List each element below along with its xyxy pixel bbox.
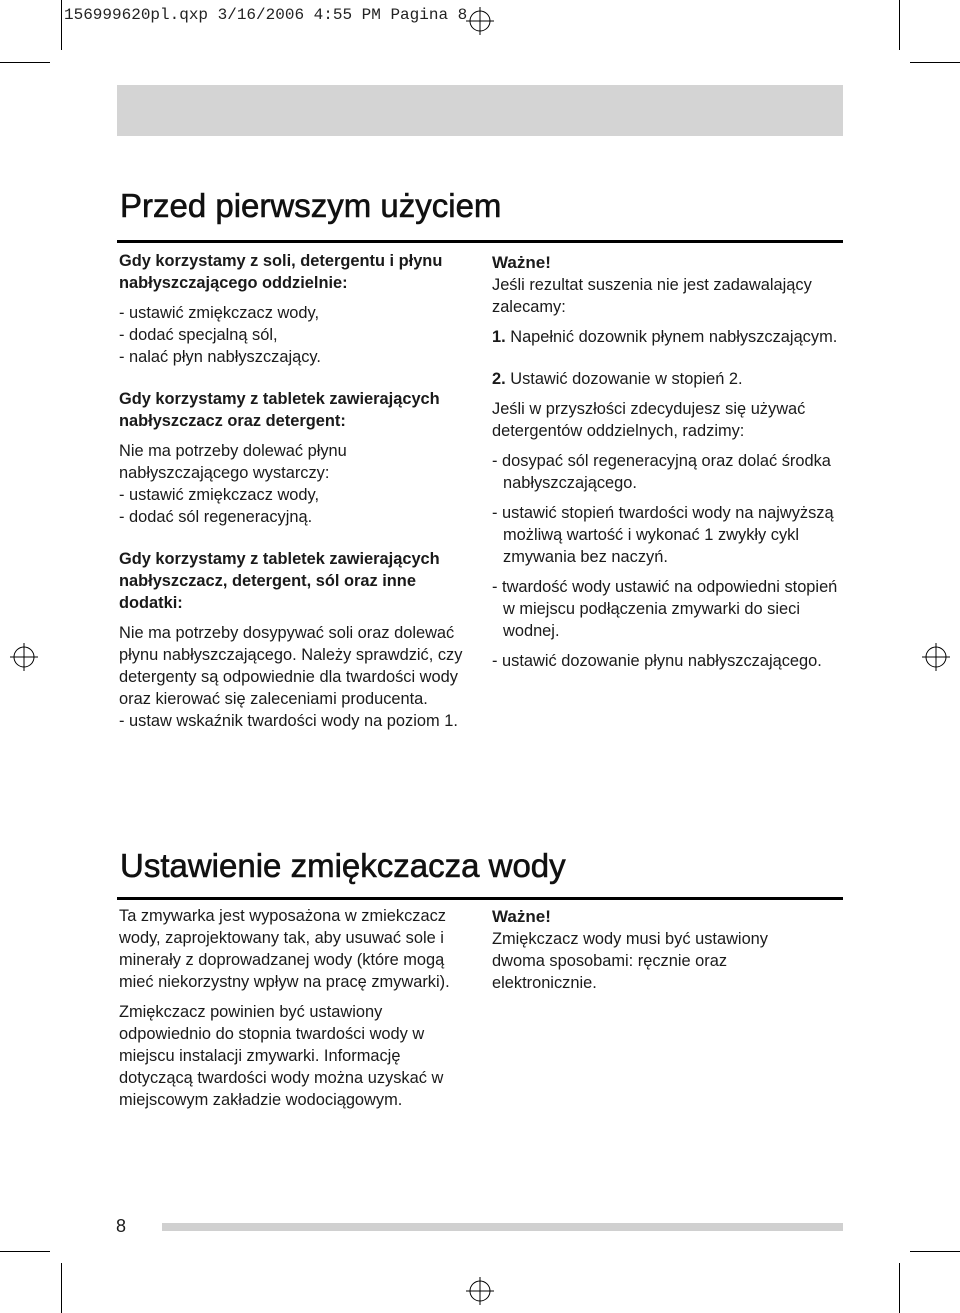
list-item: - dodać sól regeneracyjną. <box>119 508 313 526</box>
footer-band <box>162 1223 843 1231</box>
crop-mark <box>899 1263 900 1313</box>
crop-mark <box>61 1263 62 1313</box>
block-heading: Gdy korzystamy z soli, detergentu i płynu nabłyszczającego oddzielnie: <box>119 252 443 292</box>
important-heading: Ważne! <box>492 253 551 272</box>
numbered-step <box>492 326 842 348</box>
paragraph: Nie ma potrzeby dosypywać soli oraz dolewać płynu nabłyszczającego. Należy sprawdzić, czy detergenty są odpowiednie dla twardości wody oraz kierować się zaleceniami producenta. <box>119 624 463 708</box>
header-band <box>117 85 843 136</box>
block-heading: Gdy korzystamy z tabletek zawierających nabłyszczacz, detergent, sól oraz inne dodatki: <box>119 550 440 612</box>
registration-mark-icon <box>10 643 38 671</box>
crop-mark <box>899 0 900 50</box>
page-number: 8 <box>116 1216 127 1236</box>
registration-mark-icon <box>466 1277 494 1305</box>
right-column <box>492 906 812 994</box>
paragraph: Zmiękczacz powinien być ustawiony odpowiednio do stopnia twardości wody w miejscu instalacji zmywarki. Informację dotyczącą twardości wody można uzyskać w miejscowym zakładzie wodociągowym. <box>119 1003 444 1109</box>
left-column <box>119 905 469 1111</box>
section-divider <box>117 240 843 243</box>
step-text: Ustawić dozowanie w stopień 2. <box>510 370 743 388</box>
step-number: 1. <box>492 328 506 346</box>
crop-mark <box>910 1251 960 1252</box>
list-item: - ustawić zmiękczacz wody, <box>119 304 320 322</box>
section-divider <box>117 897 843 900</box>
paragraph: Jeśli w przyszłości zdecydujesz się używać detergentów oddzielnych, radzimy: <box>492 400 806 440</box>
list-item: - ustaw wskaźnik twardości wody na poziom 1. <box>119 712 458 730</box>
paragraph: Nie ma potrzeby dolewać płynu nabłyszczającego wystarczy: <box>119 442 347 482</box>
registration-mark-icon <box>922 643 950 671</box>
step-text: Napełnić dozownik płynem nabłyszczającym. <box>510 328 838 346</box>
numbered-step <box>492 368 842 390</box>
list-item: - ustawić dozowanie płynu nabłyszczającego. <box>492 652 822 670</box>
paragraph: Zmiękczacz wody musi być ustawiony dwoma sposobami: ręcznie oraz elektronicznie. <box>492 930 768 992</box>
list-item: - dosypać sól regeneracyjną oraz dolać środka nabłyszczającego. <box>492 452 831 492</box>
list-item: - ustawić zmiękczacz wody, <box>119 486 320 504</box>
section-title-before-first-use: Przed pierwszym użyciem <box>120 187 502 224</box>
crop-mark <box>61 0 62 50</box>
section-title-water-softener: Ustawienie zmiękczacza wody <box>120 847 566 884</box>
right-column <box>492 252 842 672</box>
list-item: - nalać płyn nabłyszczający. <box>119 348 321 366</box>
list-item: - dodać specjalną sól, <box>119 326 278 344</box>
paragraph: Jeśli rezultat suszenia nie jest zadawalający zalecamy: <box>492 276 812 316</box>
block-heading: Gdy korzystamy z tabletek zawierających nabłyszczacz oraz detergent: <box>119 390 440 430</box>
left-column <box>119 250 464 732</box>
slug-line: 156999620pl.qxp 3/16/2006 4:55 PM Pagina 8 <box>64 6 468 24</box>
list-item: - twardość wody ustawić na odpowiedni stopień w miejscu podłączenia zmywarki do sieci wodnej. <box>492 578 838 640</box>
crop-mark <box>910 62 960 63</box>
important-heading: Ważne! <box>492 907 551 926</box>
step-number: 2. <box>492 370 506 388</box>
crop-mark <box>0 62 50 63</box>
registration-mark-icon <box>466 7 494 35</box>
paragraph: Ta zmywarka jest wyposażona w zmiekczacz wody, zaprojektowany tak, aby usuwać sole i minerały z doprowadzanej wody (które mogą mieć niekorzystny wpływ na pracę zmywarki). <box>119 907 450 991</box>
list-item: - ustawić stopień twardości wody na najwyższą możliwą wartość i wykonać 1 zwykły cykl zmywania bez naczyń. <box>492 504 834 566</box>
crop-mark <box>0 1251 50 1252</box>
